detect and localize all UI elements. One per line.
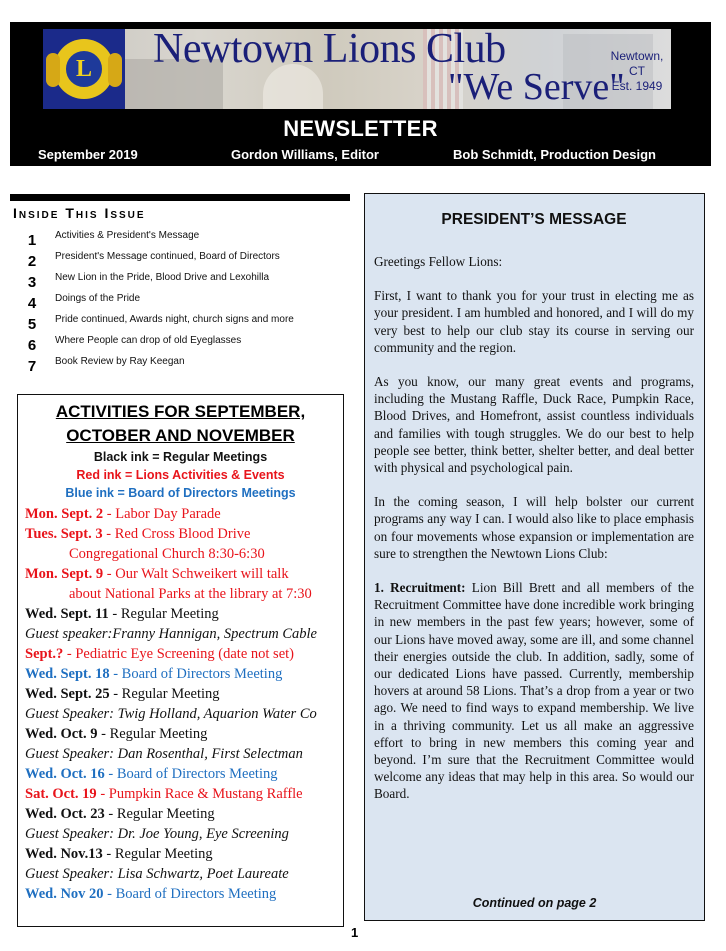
event-desc: - Labor Day Parade <box>103 506 221 522</box>
toc-label: Book Review by Ray Keegan <box>55 356 185 367</box>
toc-item[interactable] <box>20 333 350 354</box>
event-desc: - Our Walt Schweikert will talk <box>103 566 289 582</box>
toc-page-number: 7 <box>27 358 37 375</box>
event-desc: - Regular Meeting <box>109 686 220 702</box>
location-state: CT <box>629 64 645 78</box>
toc-page-number: 3 <box>27 274 37 291</box>
event-date: Wed. Nov 20 <box>25 886 104 902</box>
page-number: 1 <box>351 925 359 940</box>
presidents-message-body <box>374 253 694 803</box>
event-item <box>25 684 343 704</box>
event-continuation: Congregational Church 8:30-6:30 <box>69 546 265 562</box>
toc-label: President's Message continued, Board of Directors <box>55 251 280 262</box>
events-list <box>18 504 343 904</box>
activities-title-line: ACTIVITIES FOR SEPTEMBER, <box>55 402 306 421</box>
legend-black: Black ink = Regular Meetings <box>93 450 268 464</box>
event-date: Sept.? <box>25 646 64 662</box>
location-town: Newtown, <box>610 49 664 63</box>
event-continuation: about National Parks at the library at 7:30 <box>69 586 312 602</box>
event-item <box>25 564 343 584</box>
event-item <box>25 524 343 544</box>
event-desc: - Pediatric Eye Screening (date not set) <box>63 646 294 662</box>
production-credit: Bob Schmidt, Production Design <box>453 147 656 162</box>
guest-speaker: Guest speaker:Franny Hannigan, Spectrum Cable <box>25 626 317 642</box>
event-item <box>25 604 343 624</box>
activities-box <box>17 394 344 927</box>
legend-red: Red ink = Lions Activities & Events <box>76 468 285 482</box>
event-date: Wed. Sept. 11 <box>25 606 109 622</box>
paragraph: As you know, our many great events and programs, including the Mustang Raffle, Duck Race, Pumpkin Race, Blood Drives, and Homefront, assist countless individuals and families with tough struggles. We do our best to help people see better, think better, shelter better, and deal better with physical and psychological pain. <box>374 374 694 476</box>
legend-blue: Blue ink = Board of Directors Meetings <box>65 486 296 500</box>
event-item <box>25 664 343 684</box>
event-desc: - Regular Meeting <box>104 806 215 822</box>
event-date: Sat. Oct. 19 <box>25 786 97 802</box>
toc-label: New Lion in the Pride, Blood Drive and Lexohilla <box>55 272 270 283</box>
event-desc: - Pumpkin Race & Mustang Raffle <box>96 786 303 802</box>
logo-letter: L <box>64 49 104 89</box>
event-item <box>25 804 343 824</box>
toc-label: Pride continued, Awards night, church signs and more <box>55 314 294 325</box>
event-date: Wed. Nov.13 <box>25 846 103 862</box>
activities-title <box>18 400 343 448</box>
recruitment-heading: 1. Recruitment: <box>374 580 466 596</box>
toc-item[interactable] <box>20 312 350 333</box>
event-date: Mon. Sept. 2 <box>25 506 104 522</box>
event-item <box>25 644 343 664</box>
guest-speaker: Guest Speaker: Twig Holland, Aquarion Water Co <box>25 706 317 722</box>
event-item <box>25 504 343 524</box>
activities-title-line: OCTOBER AND NOVEMBER <box>66 426 295 445</box>
paragraph: In the coming season, I will help bolster our current programs any way I can. I would also like to place emphasis on four movements whose expansion or implementation are sure to strengthen the Newtown Lions Club: <box>374 494 694 561</box>
event-desc: - Board of Directors Meeting <box>109 666 283 682</box>
toc-item[interactable] <box>20 291 350 312</box>
toc-label: Where People can drop of old Eyeglasses <box>55 335 242 346</box>
established-year: Est. 1949 <box>611 79 663 93</box>
color-legend <box>18 448 343 502</box>
toc-item[interactable] <box>20 249 350 270</box>
toc-page-number: 5 <box>27 316 37 333</box>
guest-speaker: Guest Speaker: Dan Rosenthal, First Selectman <box>25 746 303 762</box>
club-name: Newtown Lions Club <box>153 29 506 72</box>
toc-item[interactable] <box>20 270 350 291</box>
event-date: Tues. Sept. 3 <box>25 526 103 542</box>
toc-page-number: 4 <box>27 295 37 312</box>
toc-label: Activities & President's Message <box>55 230 200 241</box>
event-item <box>25 764 343 784</box>
paragraph-recruitment <box>374 579 694 803</box>
masthead-banner <box>43 29 671 109</box>
event-date: Wed. Oct. 23 <box>25 806 105 822</box>
event-desc: - Board of Directors Meeting <box>103 886 277 902</box>
lions-international-logo-icon <box>43 29 125 109</box>
guest-speaker: Guest Speaker: Dr. Joe Young, Eye Screening <box>25 826 289 842</box>
logo-ring <box>54 39 114 99</box>
event-item <box>25 784 343 804</box>
event-date: Wed. Oct. 9 <box>25 726 98 742</box>
continued-link[interactable]: Continued on page 2 <box>472 896 597 910</box>
paragraph: First, I want to thank you for your trust in electing me as your president. I am humbled and honored, and I will do my very best to help our club stay its course in serving our community and the region. <box>374 288 694 355</box>
event-desc: - Regular Meeting <box>102 846 213 862</box>
club-location <box>602 49 671 94</box>
greeting: Greetings Fellow Lions: <box>374 254 503 269</box>
toc-page-number: 6 <box>27 337 37 354</box>
toc-page-number: 2 <box>27 253 37 270</box>
section-divider <box>10 194 350 201</box>
newsletter-title: NEWSLETTER <box>283 116 438 141</box>
toc-item[interactable] <box>20 354 350 375</box>
presidents-message-title: PRESIDENT’S MESSAGE <box>441 211 627 228</box>
issue-date: September 2019 <box>38 147 138 162</box>
event-desc: - Regular Meeting <box>97 726 208 742</box>
presidents-message-box <box>364 193 705 921</box>
guest-speaker: Guest Speaker: Lisa Schwartz, Poet Laureate <box>25 866 289 882</box>
event-date: Wed. Oct. 16 <box>25 766 105 782</box>
event-item <box>25 844 343 864</box>
table-of-contents <box>20 228 350 375</box>
event-desc: - Board of Directors Meeting <box>104 766 278 782</box>
event-desc: - Regular Meeting <box>108 606 219 622</box>
newsletter-meta <box>10 147 711 165</box>
club-motto: "We Serve" <box>448 66 625 108</box>
masthead <box>10 22 711 166</box>
event-desc: - Red Cross Blood Drive <box>102 526 251 542</box>
toc-page-number: 1 <box>27 232 37 249</box>
recruitment-text: Lion Bill Brett and all members of the Recruitment Committee have done incredible work bringing in new members in the past few years; however, some of our Lions have moved away, some are ill, and some channel their energies outside the club. In addition, sadly, some of our dedicated Lions have passed. Currently, membership hovers at around 58 Lions. That’s a drop from a year or two ago. We need to find ways to expand membership. We live in a thriving community. Let us all make an aggressive effort to bring in new members this coming year and beyond. I’m sure that the Recruitment Committee would welcome any ideas that may help in this area. So would our Board. <box>374 580 694 802</box>
event-item <box>25 884 343 904</box>
event-date: Wed. Sept. 25 <box>25 686 110 702</box>
event-date: Mon. Sept. 9 <box>25 566 104 582</box>
toc-item[interactable] <box>20 228 350 249</box>
event-item <box>25 724 343 744</box>
toc-title: Inside This Issue <box>13 205 146 221</box>
editor-credit: Gordon Williams, Editor <box>231 147 379 162</box>
event-date: Wed. Sept. 18 <box>25 666 110 682</box>
toc-label: Doings of the Pride <box>55 293 141 304</box>
